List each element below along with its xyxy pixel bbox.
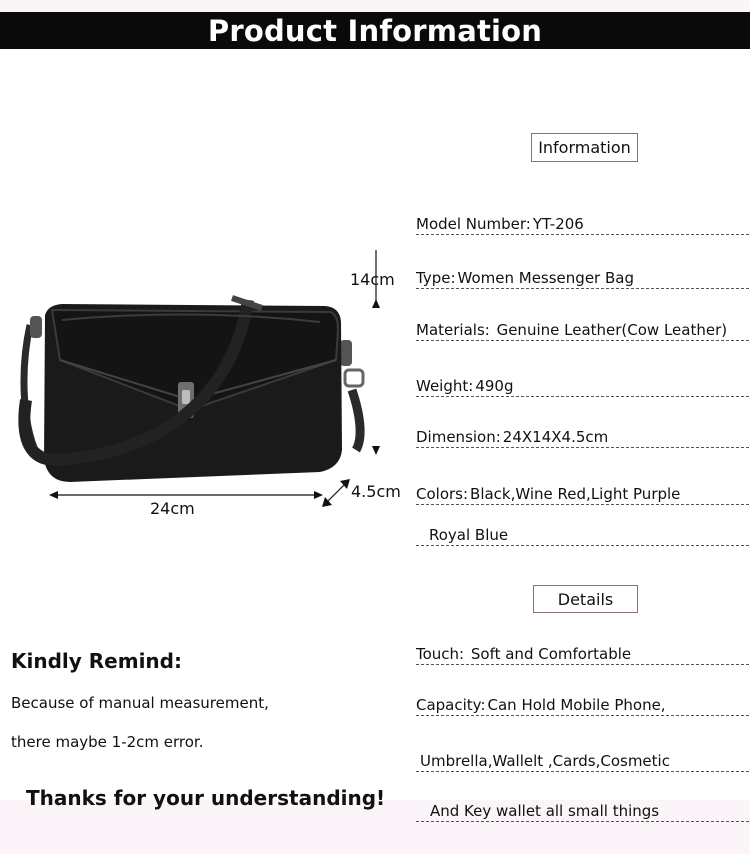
spec-key: Type:: [416, 269, 456, 287]
height-label: 14cm: [350, 270, 395, 289]
spec-row-weight: [416, 376, 749, 397]
detail-row-capacity: [416, 695, 749, 716]
spec-key: Colors:: [416, 485, 469, 503]
top-strip: [0, 0, 750, 12]
details-tag: Details: [533, 585, 638, 613]
spec-value: Genuine Leather(Cow Leather): [491, 321, 728, 339]
spec-row-dimension: [416, 427, 749, 448]
remind-title: Kindly Remind:: [11, 649, 182, 673]
thanks-text: Thanks for your understanding!: [26, 786, 386, 810]
detail-key: Touch:: [416, 645, 465, 663]
detail-value: Umbrella,Wallelt ,Cards,Cosmetic: [420, 752, 670, 770]
spec-key: Materials:: [416, 321, 490, 339]
detail-row-touch: [416, 644, 749, 665]
spec-value: Black,Wine Red,Light Purple: [470, 485, 681, 503]
spec-key: Weight:: [416, 377, 474, 395]
detail-key: Capacity:: [416, 696, 486, 714]
spec-value: 24X14X4.5cm: [502, 428, 609, 446]
detail-value: And Key wallet all small things: [430, 802, 660, 820]
depth-label: 4.5cm: [351, 482, 401, 501]
spec-key: Dimension:: [416, 428, 501, 446]
page-title: Product Information: [207, 13, 543, 48]
spec-row-colors-cont: [416, 525, 749, 546]
spec-row-type: [416, 268, 749, 289]
detail-row-capacity-cont2: [416, 801, 749, 822]
spec-row-model: [416, 214, 749, 235]
spec-row-materials: [416, 320, 749, 341]
detail-row-capacity-cont: [416, 751, 749, 772]
remind-line-2: there maybe 1-2cm error.: [11, 733, 204, 751]
width-label: 24cm: [150, 499, 195, 518]
header-banner: [0, 12, 750, 49]
spec-value: Women Messenger Bag: [457, 269, 634, 287]
spec-row-colors: [416, 484, 749, 505]
spec-value: 490g: [475, 377, 514, 395]
information-tag: Information: [531, 133, 638, 162]
spec-key: Model Number:: [416, 215, 531, 233]
spec-value: YT-206: [532, 215, 584, 233]
product-image: [0, 250, 410, 530]
detail-value: Can Hold Mobile Phone,: [487, 696, 666, 714]
spec-value: Royal Blue: [429, 526, 509, 544]
remind-line-1: Because of manual measurement,: [11, 694, 269, 712]
detail-value: Soft and Comfortable: [466, 645, 632, 663]
